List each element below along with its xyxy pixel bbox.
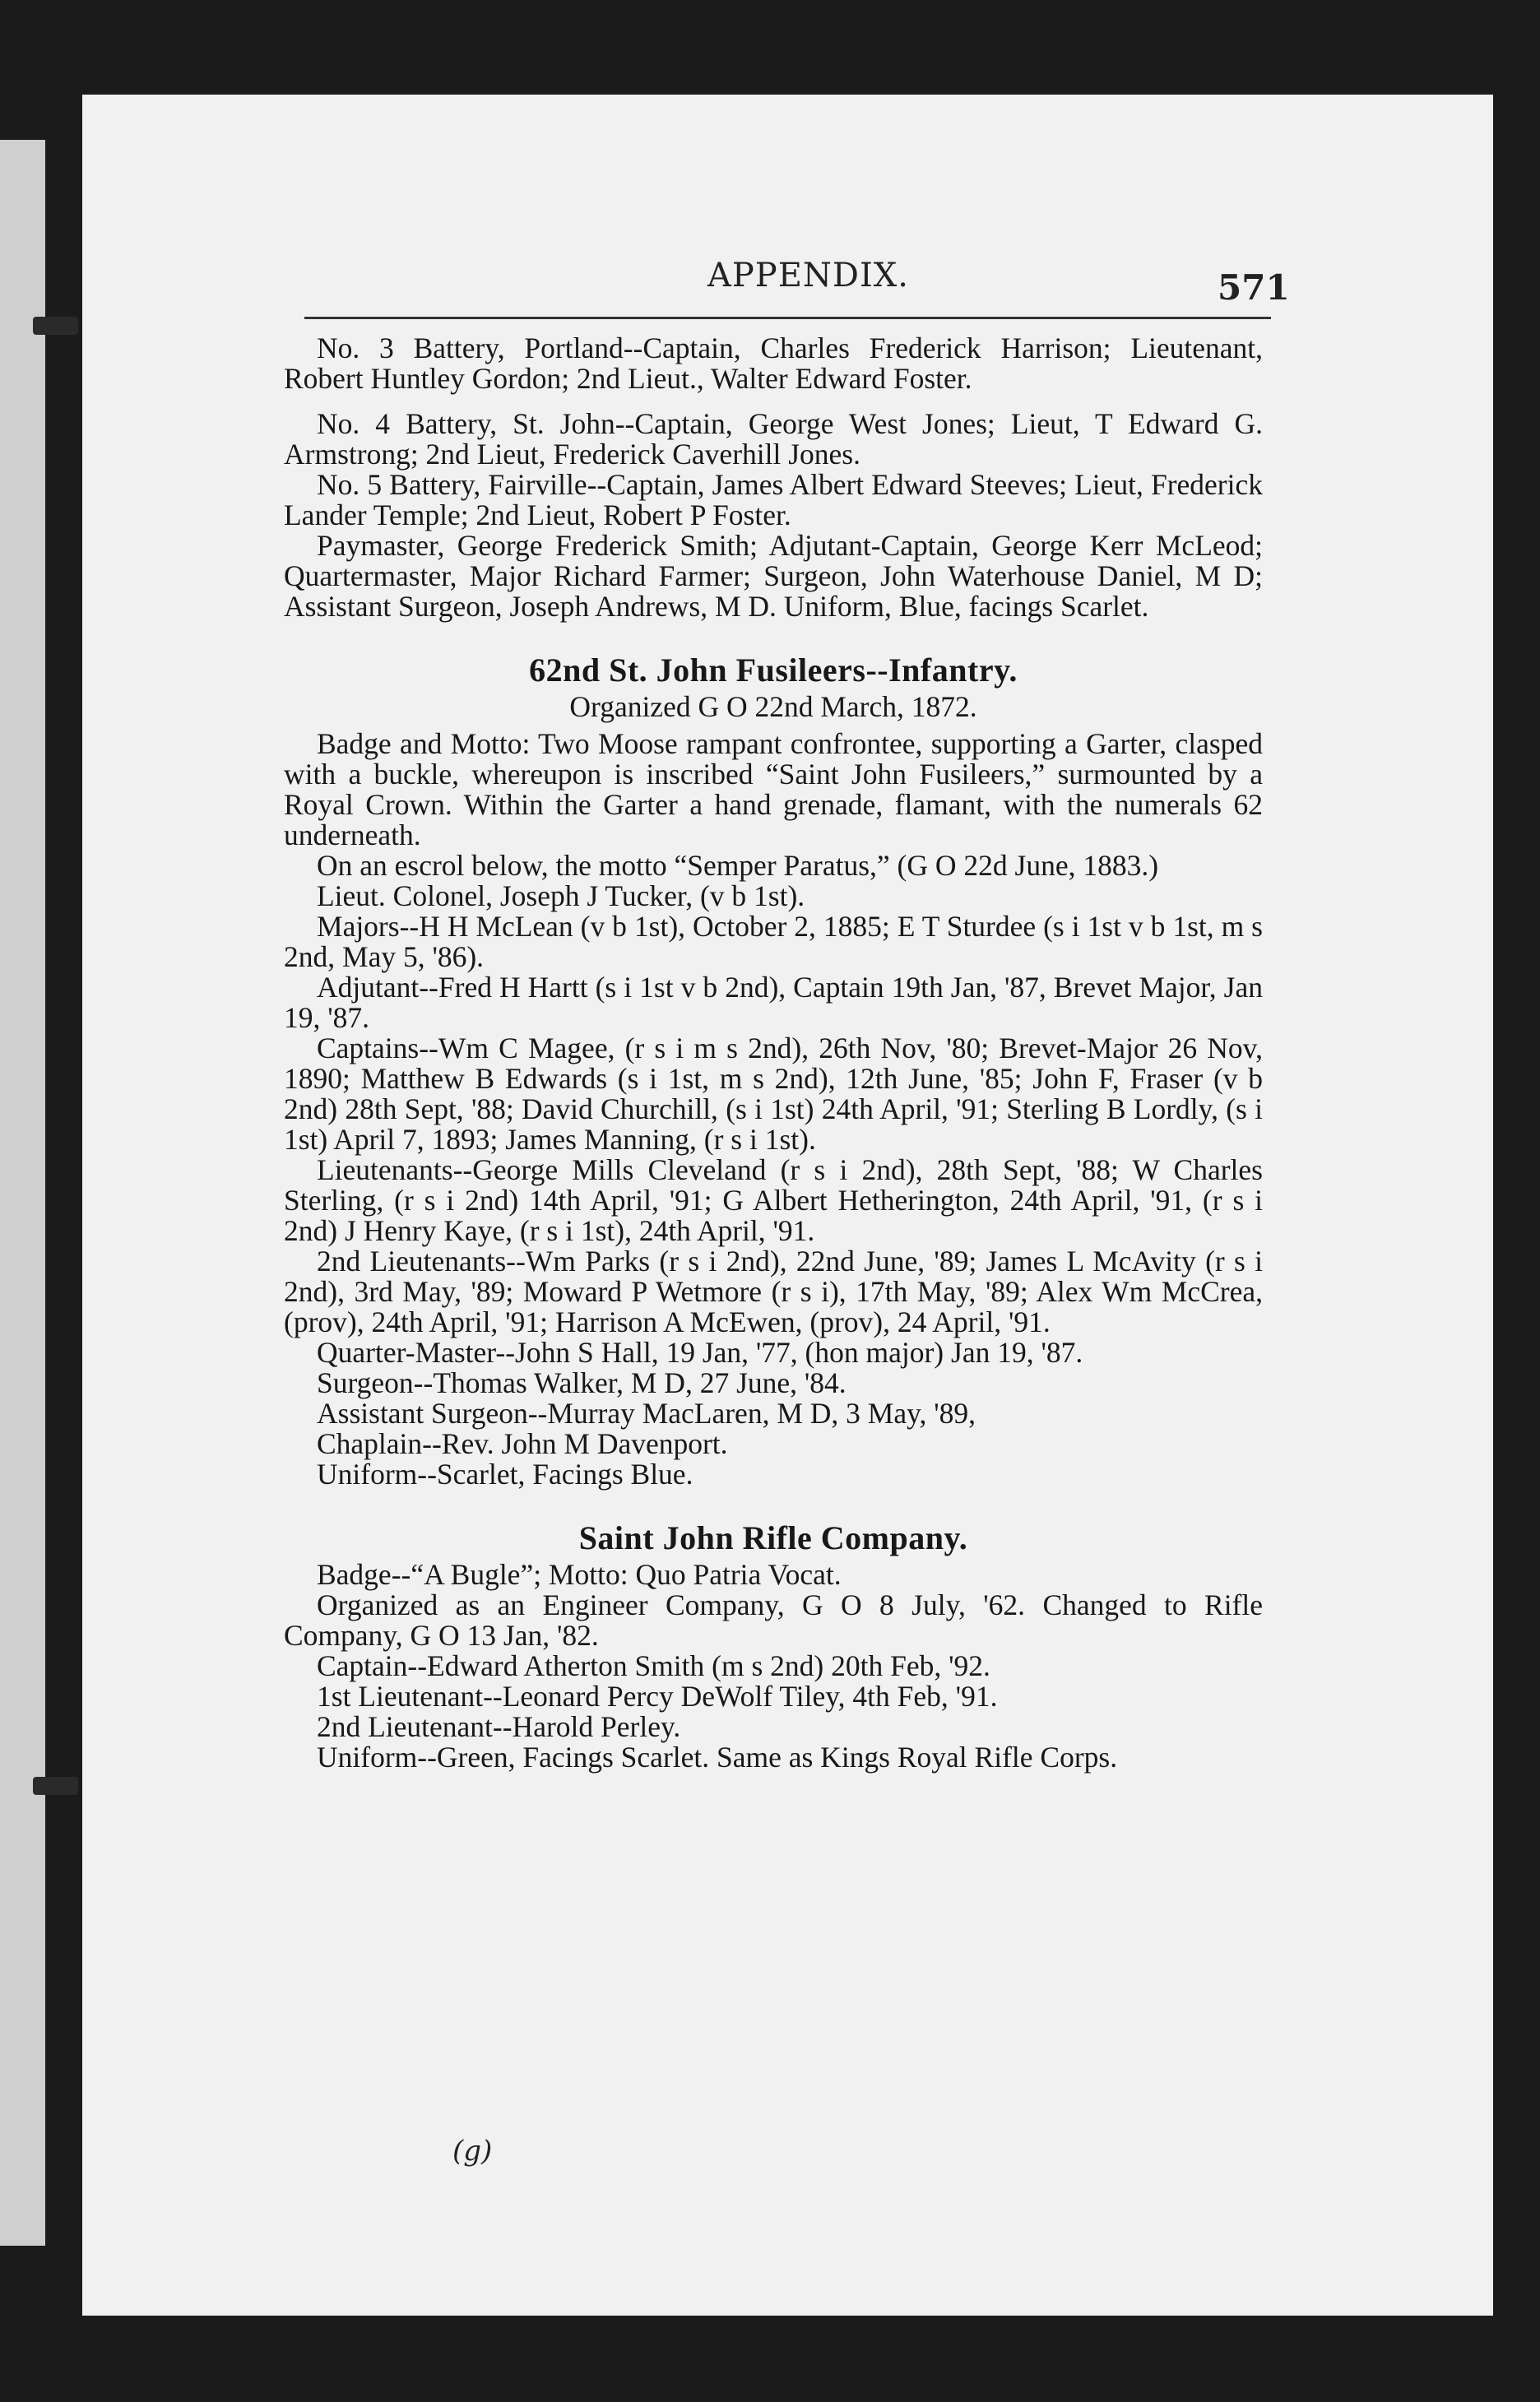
paragraph: 2nd Lieutenant--Harold Perley. xyxy=(317,1710,681,1743)
paragraph: Uniform--Scarlet, Facings Blue. xyxy=(317,1458,693,1491)
signature-mark: (g) xyxy=(452,2135,493,2168)
page-number: 571 xyxy=(1218,267,1290,308)
paragraph: No. 5 Battery, Fairville--Captain, James Albert Edward Steeves; Lieut, Frederick Lander Temple; 2nd Lieut, Robert P Foster. xyxy=(284,468,1263,531)
paragraph: Captain--Edward Atherton Smith (m s 2nd) 20th Feb, '92. xyxy=(317,1649,990,1682)
paragraph: Badge--“A Bugle”; Motto: Quo Patria Vocat. xyxy=(317,1558,842,1591)
paragraph: Adjutant--Fred H Hartt (s i 1st v b 2nd), Captain 19th Jan, '87, Brevet Major, Jan 19, '87. xyxy=(284,971,1263,1034)
header-rule xyxy=(304,317,1271,319)
section-title: 62nd St. John Fusileers--Infantry. xyxy=(529,652,1018,689)
paragraph: Assistant Surgeon--Murray MacLaren, M D, 3 May, '89, xyxy=(317,1397,976,1430)
paragraph: 2nd Lieutenants--Wm Parks (r s i 2nd), 22nd June, '89; James L McAvity (r s i 2nd), 3rd May, '89; Moward P Wetmore (r s i), 17th May, '89; Alex Wm McCrea, (prov), 24th April, '91; Harrison A McEwen, (prov), 24 April, '91. xyxy=(284,1245,1263,1338)
paragraph: Captains--Wm C Magee, (r s i m s 2nd), 26th Nov, '80; Brevet-Major 26 Nov, 1890; Matthew B Edwards (s i 1st, m s 2nd), 12th June, '85; John F, Fraser (v b 2nd) 28th Sept, '88; David Churchill, (s i 1st) 24th April, '91; Sterling B Lordly, (s i 1st) April 7, 1893; James Manning, (r s i 1st). xyxy=(284,1032,1263,1156)
paragraph: Lieut. Colonel, Joseph J Tucker, (v b 1st). xyxy=(317,879,805,912)
paragraph: Majors--H H McLean (v b 1st), October 2, 1885; E T Sturdee (s i 1st v b 1st, m s 2nd, May 5, '86). xyxy=(284,910,1263,973)
paragraph: Quarter-Master--John S Hall, 19 Jan, '77, (hon major) Jan 19, '87. xyxy=(317,1336,1083,1369)
paragraph: On an escrol below, the motto “Semper Paratus,” (G O 22d June, 1883.) xyxy=(317,849,1159,882)
paragraph: Surgeon--Thomas Walker, M D, 27 June, '84. xyxy=(317,1366,847,1399)
paragraph: No. 3 Battery, Portland--Captain, Charles Frederick Harrison; Lieutenant, Robert Huntley Gordon; 2nd Lieut., Walter Edward Foster. xyxy=(284,332,1263,395)
paragraph: Lieutenants--George Mills Cleveland (r s i 2nd), 28th Sept, '88; W Charles Sterling, (r s i 2nd) 14th April, '91; G Albert Hetherington, 24th April, '91, (r s i 2nd) J Henry Kaye, (r s i 1st), 24th April, '91. xyxy=(284,1153,1263,1247)
paragraph: Uniform--Green, Facings Scarlet. Same as Kings Royal Rifle Corps. xyxy=(317,1741,1118,1774)
section-subtitle: Organized G O 22nd March, 1872. xyxy=(569,690,977,723)
paragraph: Paymaster, George Frederick Smith; Adjutant-Captain, George Kerr McLeod; Quartermaster, Major Richard Farmer; Surgeon, John Waterhouse Daniel, M D; Assistant Surgeon, Joseph Andrews, M D. Uniform, Blue, facings Scarlet. xyxy=(284,529,1263,623)
paragraph: Chaplain--Rev. John M Davenport. xyxy=(317,1427,728,1460)
paragraph: No. 4 Battery, St. John--Captain, George West Jones; Lieut, T Edward G. Armstrong; 2nd Lieut, Frederick Caverhill Jones. xyxy=(284,407,1263,471)
adjacent-page-edge xyxy=(0,140,45,2246)
paragraph: 1st Lieutenant--Leonard Percy DeWolf Tiley, 4th Feb, '91. xyxy=(317,1680,998,1713)
binding-clip xyxy=(33,317,78,335)
binding-clip xyxy=(33,1777,78,1795)
page-body xyxy=(284,333,1263,1773)
paragraph: Badge and Motto: Two Moose rampant confrontee, supporting a Garter, clasped with a buckle, whereupon is inscribed “Saint John Fusileers,” surmounted by a Royal Crown. Within the Garter a hand grenade, flamant, with the numerals 62 underneath. xyxy=(284,727,1263,851)
section-title: Saint John Rifle Company. xyxy=(578,1519,968,1556)
paragraph: Organized as an Engineer Company, G O 8 July, '62. Changed to Rifle Company, G O 13 Jan, '82. xyxy=(284,1588,1263,1652)
running-title: APPENDIX. xyxy=(707,257,909,294)
